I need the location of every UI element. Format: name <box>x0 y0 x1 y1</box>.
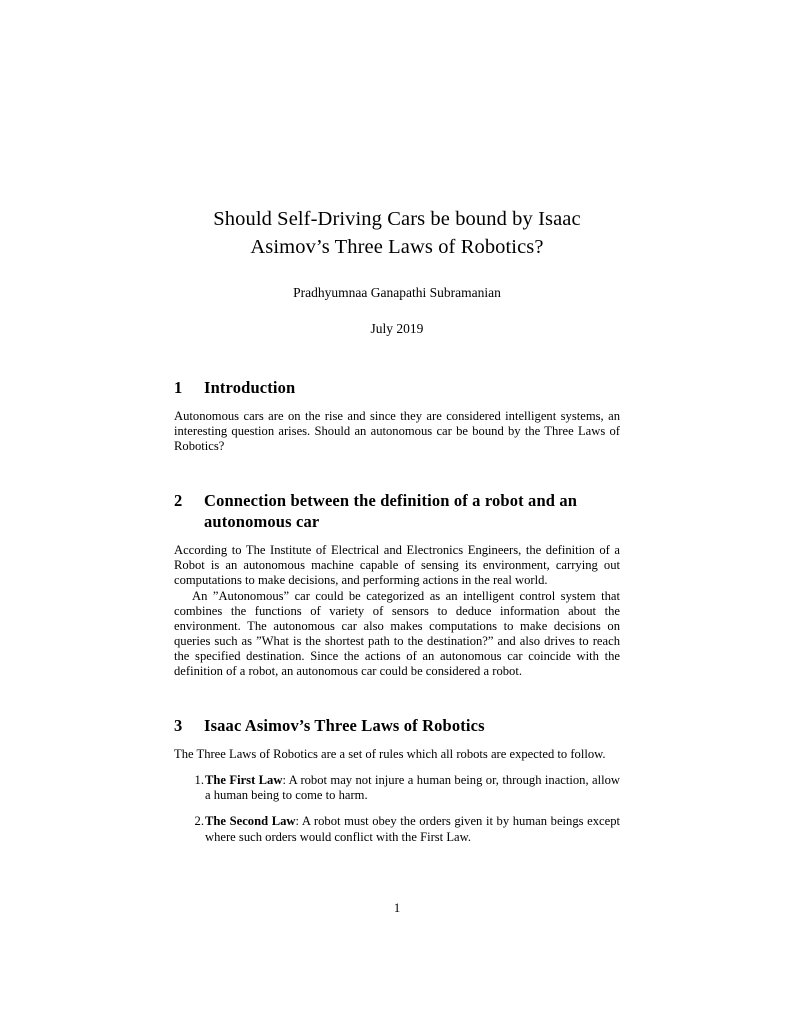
list-item-marker: 1. <box>194 773 204 788</box>
list-item <box>174 773 620 803</box>
section-title-2: Connection between the definition of a robot and an autonomous car <box>204 491 578 532</box>
section-title-3: Isaac Asimov’s Three Laws of Robotics <box>204 716 485 736</box>
title-line-1: Should Self-Driving Cars be bound by Isaac <box>213 208 581 230</box>
section-heading-1 <box>174 377 620 398</box>
list-item-text: : A robot may not injure a human being or, through inaction, allow a human being to come to harm. <box>205 773 620 803</box>
list-item-label: The First Law <box>205 773 283 788</box>
laws-list <box>174 762 620 844</box>
page-title <box>174 205 620 261</box>
section-2-paragraph-2: An ”Autonomous” car could be categorized as an intelligent control system that combines the functions of variety of sensors to deduce information about the environment. The autonomous car also makes computations to make decisions on queries such as ”What is the shortest path to the destination?” and also drives to reach the specified destination. Since the actions of an autonomous car coincide with the definition of a robot, an autonomous car could be considered a robot. <box>174 588 620 679</box>
section-robot-definition <box>174 454 620 679</box>
author-name: Pradhyumnaa Ganapathi Subramanian <box>293 285 501 300</box>
list-item <box>174 814 620 844</box>
section-3-paragraph-1: The Three Laws of Robotics are a set of rules which all robots are expected to follow. <box>174 747 606 762</box>
section-2-paragraph-1: According to The Institute of Electrical and Electronics Engineers, the definition of a Robot is an autonomous machine capable of sensing its environment, carrying out computations to make decisions, and performing actions in the real world. <box>174 543 620 588</box>
list-item-label: The Second Law <box>205 814 296 829</box>
title-line-2: Asimov’s Three Laws of Robotics? <box>250 236 544 258</box>
title-block <box>174 0 620 338</box>
section-heading-2 <box>174 490 620 532</box>
page-content <box>174 0 620 845</box>
section-title-1: Introduction <box>204 378 296 397</box>
section-number-1: 1 <box>174 378 183 397</box>
list-item-text: : A robot must obey the orders given it by human beings except where such orders would conflict with the First Law. <box>205 814 620 844</box>
publication-date: July 2019 <box>370 321 424 336</box>
section-three-laws <box>174 679 620 844</box>
section-heading-3 <box>174 715 620 736</box>
section-number-3: 3 <box>174 716 183 736</box>
page-number: 1 <box>393 901 401 915</box>
section-1-paragraph-1: Autonomous cars are on the rise and since they are considered intelligent systems, an interesting question arises. Should an autonomous car be bound by the Three Laws of Robotics? <box>174 409 620 454</box>
list-item-marker: 2. <box>194 814 204 829</box>
section-number-2: 2 <box>174 491 183 511</box>
section-introduction <box>174 338 620 454</box>
